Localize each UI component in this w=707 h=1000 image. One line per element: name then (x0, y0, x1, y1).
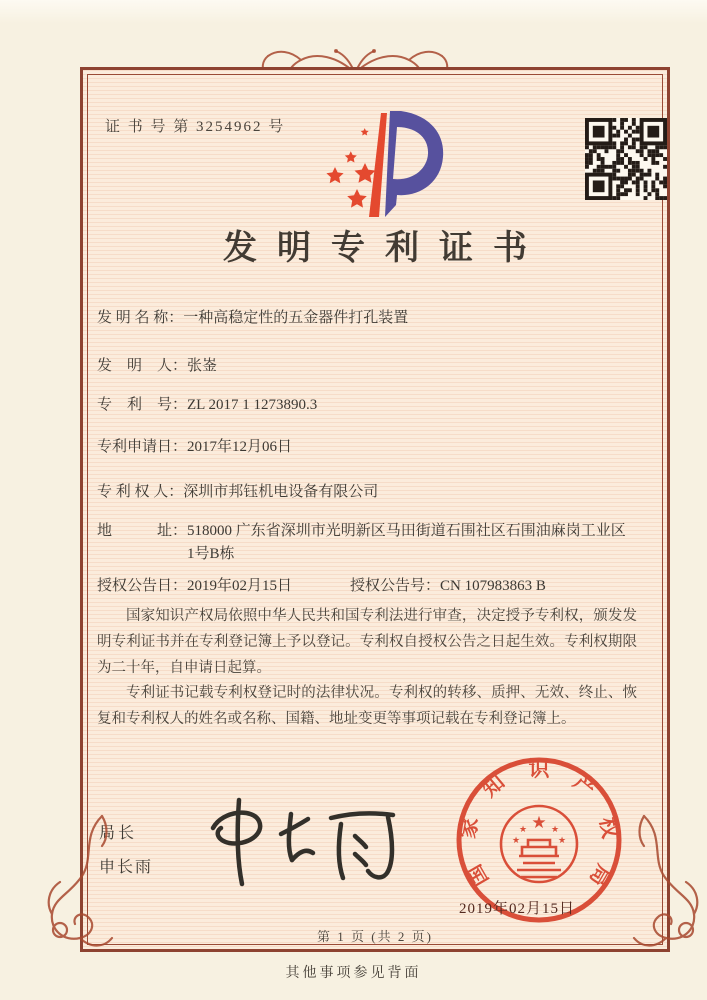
field-invention-name (97, 307, 633, 330)
grant-seal-date: 2019年02月15日 (459, 901, 576, 917)
field-address (97, 520, 633, 566)
patent-fields (97, 307, 633, 598)
grant-date-value: 2019年02月15日 (187, 578, 293, 594)
svg-text:国: 国 (461, 860, 494, 891)
field-grant-row (97, 575, 633, 598)
svg-text:★: ★ (557, 836, 567, 846)
director-name: 申长雨 (99, 859, 154, 876)
grant-number-label: 授权公告号： (350, 578, 441, 594)
svg-text:★: ★ (518, 825, 528, 835)
field-label: 专 利 号： (97, 397, 188, 413)
field-label: 专 利 权 人： (97, 484, 184, 500)
field-value: 2017年12月06日 (187, 439, 293, 455)
certificate-title: 发明专利证书 (223, 230, 547, 267)
back-side-note: 其他事项参见背面 (285, 966, 422, 981)
logo-stars (326, 128, 375, 208)
legal-paragraph-1: 国家知识产权局依照中华人民共和国专利法进行审查，决定授予专利权，颁发发明专利证书并在专利登记簿上予以登记。专利权自授权公告之日起生效。专利权期限为二十年，自申请日起算。 (97, 608, 637, 676)
grant-date-pair (97, 575, 292, 598)
field-patentee (97, 481, 633, 504)
logo-p-shape (369, 111, 443, 217)
grant-date-label: 授权公告日： (97, 578, 188, 594)
field-value: 一种高稳定性的五金器件打孔装置 (183, 310, 409, 326)
field-label: 发 明 人： (97, 358, 188, 374)
bottom-right-flourish (628, 810, 707, 960)
handwritten-signature (195, 788, 410, 893)
svg-text:★: ★ (550, 825, 560, 835)
field-value: 518000 广东省深圳市光明新区马田街道石围社区石围油麻岗工业区1号B栋 (187, 523, 626, 562)
bottom-left-flourish (38, 810, 118, 960)
field-value: ZL 2017 1 1273890.3 (187, 397, 318, 413)
svg-text:★: ★ (531, 813, 547, 833)
field-value: 张崟 (187, 358, 218, 374)
field-patent-number (97, 394, 633, 417)
page-number: 第 1 页 (共 2 页) (317, 929, 433, 944)
legal-paragraph-2: 专利证书记载专利权登记时的法律状况。专利权的转移、质押、无效、终止、恢复和专利权人的姓名或名称、国籍、地址变更等事项记载在专利登记簿上。 (97, 685, 637, 728)
svg-text:识: 识 (528, 757, 550, 781)
field-label: 专利申请日： (97, 439, 188, 455)
grant-number-pair (350, 575, 546, 598)
svg-text:产: 产 (568, 769, 601, 802)
cnipa-logo (313, 105, 463, 223)
field-label: 发 明 名 称： (97, 310, 184, 326)
field-application-date (97, 436, 633, 459)
director-title: 局长 (99, 825, 138, 842)
svg-text:★: ★ (511, 836, 521, 846)
grant-number-value: CN 107983863 B (440, 578, 546, 594)
svg-text:权: 权 (595, 815, 623, 841)
svg-text:局: 局 (584, 860, 617, 891)
svg-text:家: 家 (455, 815, 483, 841)
field-inventor (97, 355, 633, 378)
certificate-number: 证 书 号 第 3254962 号 (105, 119, 286, 135)
qr-code (585, 118, 667, 200)
legal-text (97, 604, 637, 733)
field-value: 深圳市邦钰机电设备有限公司 (183, 484, 379, 500)
certificate-frame (80, 67, 670, 952)
field-label: 地 址： (97, 523, 188, 539)
svg-text:知: 知 (477, 769, 510, 802)
